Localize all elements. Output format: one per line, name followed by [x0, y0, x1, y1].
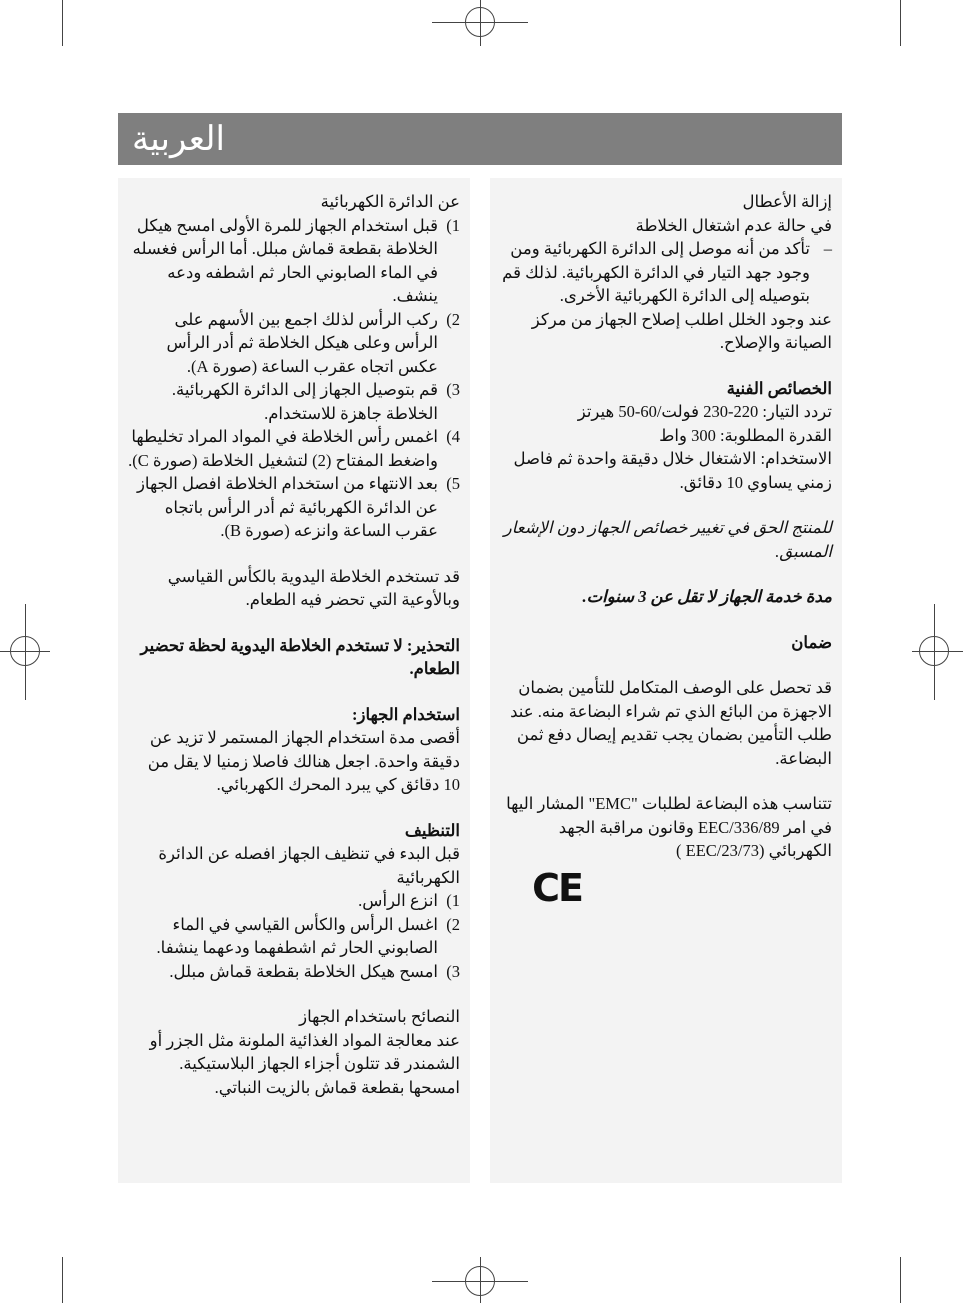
tips-heading: النصائح باستخدام الجهاز [299, 1007, 460, 1026]
language-title: العربية [132, 119, 225, 159]
cleaning-heading: التنظيف [404, 820, 460, 840]
ce-mark-icon: CE [532, 865, 582, 910]
language-header-bar [118, 113, 842, 165]
usage-text: أقصى مدة استخدام الجهاز المستمر لا تزيد عن دقيقة واحدة. اجعل هنالك فاصلا زمنيا لا يقل من 10 دقائق كي يبرد المحرك الكهربائي. [147, 728, 460, 794]
warning-text: التحذير: لا تستخدم الخلاطة اليدوية لحظة تحضير الطعام. [140, 635, 460, 678]
step-item: 2) ركب الرأس لذلك اجمع بين الأسهم على الرأس وعلى هيكل الخلاطة ثم أدر الرأس عكس اتجاه عقرب الساعة (صورة A). [166, 309, 460, 376]
faults-bullet: – تأكد من أنه موصل إلى الدائرة الكهربائية ومن وجود جهد التيار في الدائرة الكهربائية. لذلك قم بتوصيله إلى الدائرة الكهربائية الأخرى. [500, 237, 832, 308]
crop-mark-bottom-right [900, 1257, 901, 1303]
faults-heading: إزالة الأعطال [742, 192, 832, 211]
usage-heading: استخدام الجهاز: [352, 704, 460, 724]
spec-line: الاستخدام: الاشتغال خلال دقيقة واحدة ثم فاصل زمني يساوي 10 دقائق. [513, 449, 832, 492]
spec-line: القدرة المطلوبة: 300 واط [659, 425, 832, 445]
section-heading: عن الدائرة الكهربائية [320, 192, 460, 211]
step-item: 1) قبل استخدام الجهاز للمرة الأولى امسح هيكل الخلاطة بقطعة قماش مبلل. أما الرأس فغسله في الماء الصابوني الحار ثم اشطفه ودعه ينشف. [132, 215, 460, 305]
step-item: 5) بعد الانتهاء من استخدام الخلاطة افصل الجهاز عن الدائرة الكهربائية ثم أدر الرأس باتجاه عقرب الساعة وانزعه (صورة B). [136, 474, 460, 540]
dash-icon: – [823, 239, 832, 258]
manufacturer-note: للمنتج الحق في تغيير خصائص الجهاز دون الإشعار المسبق. [503, 518, 832, 561]
emc-text: تتناسب هذه البضاعة لطلبات "EMC" المشار اليها في امر EEC/336/89 وقانون مراقبة الجهد الكهربائي (EEC/23/73 ) [506, 794, 832, 860]
crop-mark-bottom-left [62, 1257, 63, 1303]
ce-mark [500, 865, 832, 910]
usage-note: قد تستخدم الخلاطة اليدوية بالكأس القياسي وبالأوعية التي تحضر فيه الطعام. [167, 566, 460, 609]
step-item: 4) اغمس رأس الخلاطة في المواد المراد تخليطها واضغط المفتاح (2) لتشغيل الخلاطة (صورة C). [128, 427, 460, 470]
crop-mark-top-right [900, 0, 901, 46]
step-item: 3) قم بتوصيل الجهاز إلى الدائرة الكهربائية. الخلاطة جاهزة للاستخدام. [171, 380, 460, 423]
spec-line: تردد التيار: 220-230 فولت/60-50 هيرتز [577, 402, 832, 421]
faults-case: في حالة عدم اشتغال الخلاطة [635, 215, 832, 235]
specs-heading: الخصائص الفنية [726, 378, 832, 398]
cleaning-step: 2) اغسل الرأس والكأس القياسي في الماء الصابوني الحار ثم اشطفهما ودعهما ينشفا. [156, 914, 460, 957]
left-column [118, 178, 470, 1183]
right-column [490, 178, 842, 1183]
cleaning-intro: قبل البدء في تنظيف الجهاز افصله عن الدائرة الكهربائية [158, 844, 460, 887]
crop-mark-top-left [62, 0, 63, 46]
cleaning-step: 3) امسح هيكل الخلاطة بقطعة قماش مبلل. [169, 961, 460, 981]
faults-service: عند وجود الخلل اطلب إصلاح الجهاز من مركز الصيانة والإصلاح. [531, 309, 832, 352]
tips-text: عند معالجة المواد الغذائية الملونة مثل الجزر أو الشمندر قد تتلون أجزاء الجهاز البلاستيكية. امسحها بقطعة قماش بالزيت النباتي. [149, 1030, 460, 1097]
warranty-heading: ضمان [791, 632, 832, 652]
warranty-text: قد تحصل على الوصف المتكامل للتأمين بضمان الاجهزة من البائع الذي تم شراء البضاعة منه. عند طلب التأمين بضمان يجب تقديم إيصال دفع ثمن البضاعة. [510, 678, 832, 768]
cleaning-step: 1) انزع الرأس. [358, 891, 460, 910]
service-life: مدة خدمة الجهاز لا تقل عن 3 سنوات. [582, 587, 832, 606]
